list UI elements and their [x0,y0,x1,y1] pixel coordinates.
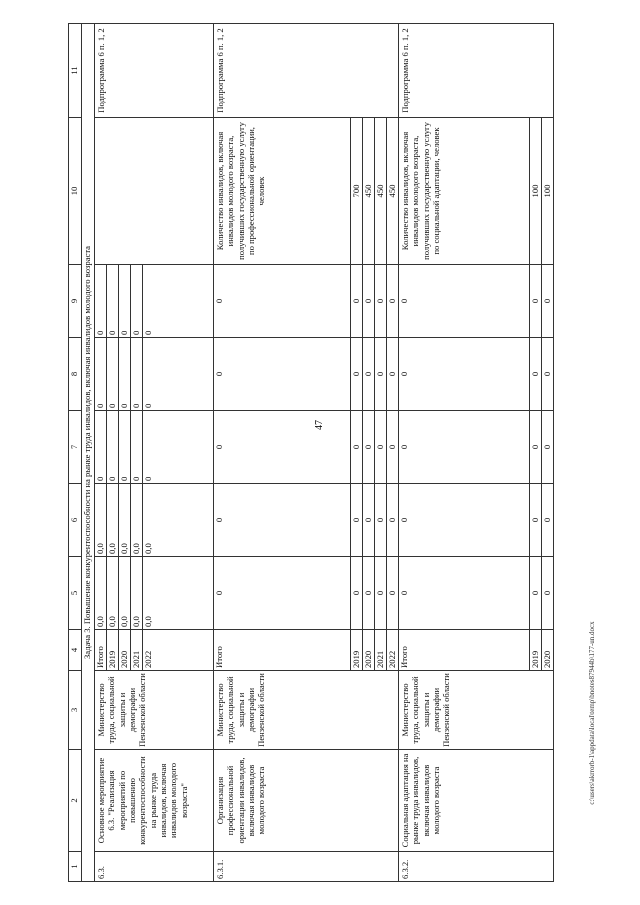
subprogram-ref: Подпрограмма 6 п. 1, 2 [95,24,214,118]
column-number: 9 [69,265,82,338]
value-cell: 0 [107,338,119,411]
value-cell: 0 [351,484,363,557]
responsible-executor: Министерство труда, социальной защиты и демографии Пензенской области [95,671,214,750]
value-cell: 0,0 [95,557,107,630]
indicator-value: 100 [530,118,542,265]
value-cell: 0 [119,338,131,411]
column-number: 2 [69,750,82,852]
column-number: 5 [69,557,82,630]
value-cell: 0 [530,484,542,557]
page-number: 47 [314,420,325,430]
value-cell: 0 [375,265,387,338]
value-cell: 0,0 [119,557,131,630]
column-number: 1 [69,852,82,882]
column-number-row [69,24,82,882]
value-cell: 0 [214,338,351,411]
row-number: 6.3. [95,852,214,882]
value-cell: 0 [363,411,375,484]
year-cell: Итого [399,630,530,671]
value-cell: 0 [107,411,119,484]
year-cell: 2020 [363,630,375,671]
value-cell: 0 [131,411,143,484]
value-cell: 0 [95,338,107,411]
column-number: 8 [69,338,82,411]
year-cell: 2019 [107,630,119,671]
value-cell: 0 [387,484,399,557]
value-cell: 0 [530,411,542,484]
value-cell: 0,0 [143,484,214,557]
value-cell: 0 [143,338,214,411]
indicator-value: 700 [351,118,363,265]
year-cell: 2022 [387,630,399,671]
value-cell: 0,0 [119,484,131,557]
year-cell: 2020 [542,630,554,671]
column-number: 6 [69,484,82,557]
value-cell: 0 [143,265,214,338]
value-cell: 0 [143,411,214,484]
value-cell: 0 [351,411,363,484]
column-number: 11 [69,24,82,118]
year-cell: 2022 [143,630,214,671]
task-title-row [82,24,95,882]
year-cell: Итого [214,630,351,671]
value-cell: 0 [363,484,375,557]
value-cell: 0 [119,265,131,338]
value-cell: 0 [542,411,554,484]
year-cell: 2019 [530,630,542,671]
year-cell: Итого [95,630,107,671]
indicator-description: Количество инвалидов, включая инвалидов молодого возраста, получивших государственную услугу по социальной адаптации, человек [399,118,530,265]
value-cell: 0 [542,338,554,411]
year-cell: 2021 [375,630,387,671]
indicator-value: 450 [375,118,387,265]
value-cell: 0 [363,265,375,338]
value-cell: 0 [214,557,351,630]
table-row [95,24,107,882]
value-cell: 0,0 [107,484,119,557]
value-cell: 0 [530,338,542,411]
value-cell: 0 [351,557,363,630]
row-number: 6.3.2. [399,852,554,882]
value-cell: 0 [95,411,107,484]
value-cell: 0 [351,338,363,411]
value-cell: 0 [351,265,363,338]
value-cell: 0 [363,338,375,411]
value-cell: 0 [363,557,375,630]
value-cell: 0 [375,557,387,630]
program-table [68,23,554,882]
subprogram-ref: Подпрограмма 6 п. 1, 2 [399,24,554,118]
value-cell: 0 [387,338,399,411]
value-cell: 0 [530,265,542,338]
value-cell: 0 [375,411,387,484]
value-cell: 0 [107,265,119,338]
value-cell: 0 [387,411,399,484]
value-cell: 0 [542,557,554,630]
column-number: 4 [69,630,82,671]
indicator-value: 450 [363,118,375,265]
column-number: 10 [69,118,82,265]
file-path-footer: c:\users\akrrorb-1\appdata\local\temp\bnotes87944b\177-un.docx [588,621,596,805]
table-row [399,24,530,882]
indicator-value: 450 [387,118,399,265]
value-cell: 0 [542,484,554,557]
year-cell: 2021 [131,630,143,671]
value-cell: 0,0 [107,557,119,630]
value-cell: 0 [399,484,530,557]
subprogram-ref: Подпрограмма 6 п. 1, 2 [214,24,399,118]
value-cell: 0 [214,484,351,557]
value-cell: 0,0 [143,557,214,630]
indicator-cell [95,118,214,265]
task-title: Задача 3. Повышение конкурентоспособности на рынке труда инвалидов, включая инвалидов молодого возраста [82,24,95,882]
value-cell: 0 [530,557,542,630]
year-cell: 2020 [119,630,131,671]
row-number: 6.3.1. [214,852,399,882]
value-cell: 0 [542,265,554,338]
value-cell: 0 [214,411,351,484]
table-row [214,24,351,882]
responsible-executor: Министерство труда, социальной защиты и демографии Пензенской области [214,671,399,750]
column-number: 7 [69,411,82,484]
year-cell: 2019 [351,630,363,671]
value-cell: 0 [131,265,143,338]
value-cell: 0,0 [95,484,107,557]
value-cell: 0 [375,338,387,411]
value-cell: 0,0 [131,557,143,630]
value-cell: 0 [131,338,143,411]
measure-name: Социальная адаптация на рынке труда инвалидов, включая инвалидов молодого возраста [399,750,554,852]
column-number: 3 [69,671,82,750]
value-cell: 0 [119,411,131,484]
value-cell: 0 [375,484,387,557]
indicator-description: Количество инвалидов, включая инвалидов молодого возраста, получивших государственную услугу по профессиональной ориентации, человек [214,118,351,265]
measure-name: Организация профессиональной ориентации инвалидов, включая инвалидов молодого возраста [214,750,399,852]
measure-name: Основное мероприятие 6.3. "Реализация мероприятий по повышению конкурентоспособности на рынке труда инвалидов, включая инвалидов молодого возраста" [95,750,214,852]
rotated-page-content [68,24,576,882]
value-cell: 0 [399,411,530,484]
value-cell: 0,0 [131,484,143,557]
value-cell: 0 [399,265,530,338]
indicator-value: 100 [542,118,554,265]
value-cell: 0 [387,557,399,630]
value-cell: 0 [95,265,107,338]
value-cell: 0 [399,338,530,411]
value-cell: 0 [399,557,530,630]
value-cell: 0 [387,265,399,338]
responsible-executor: Министерство труда, социальной защиты и демографии Пензенской области [399,671,554,750]
value-cell: 0 [214,265,351,338]
